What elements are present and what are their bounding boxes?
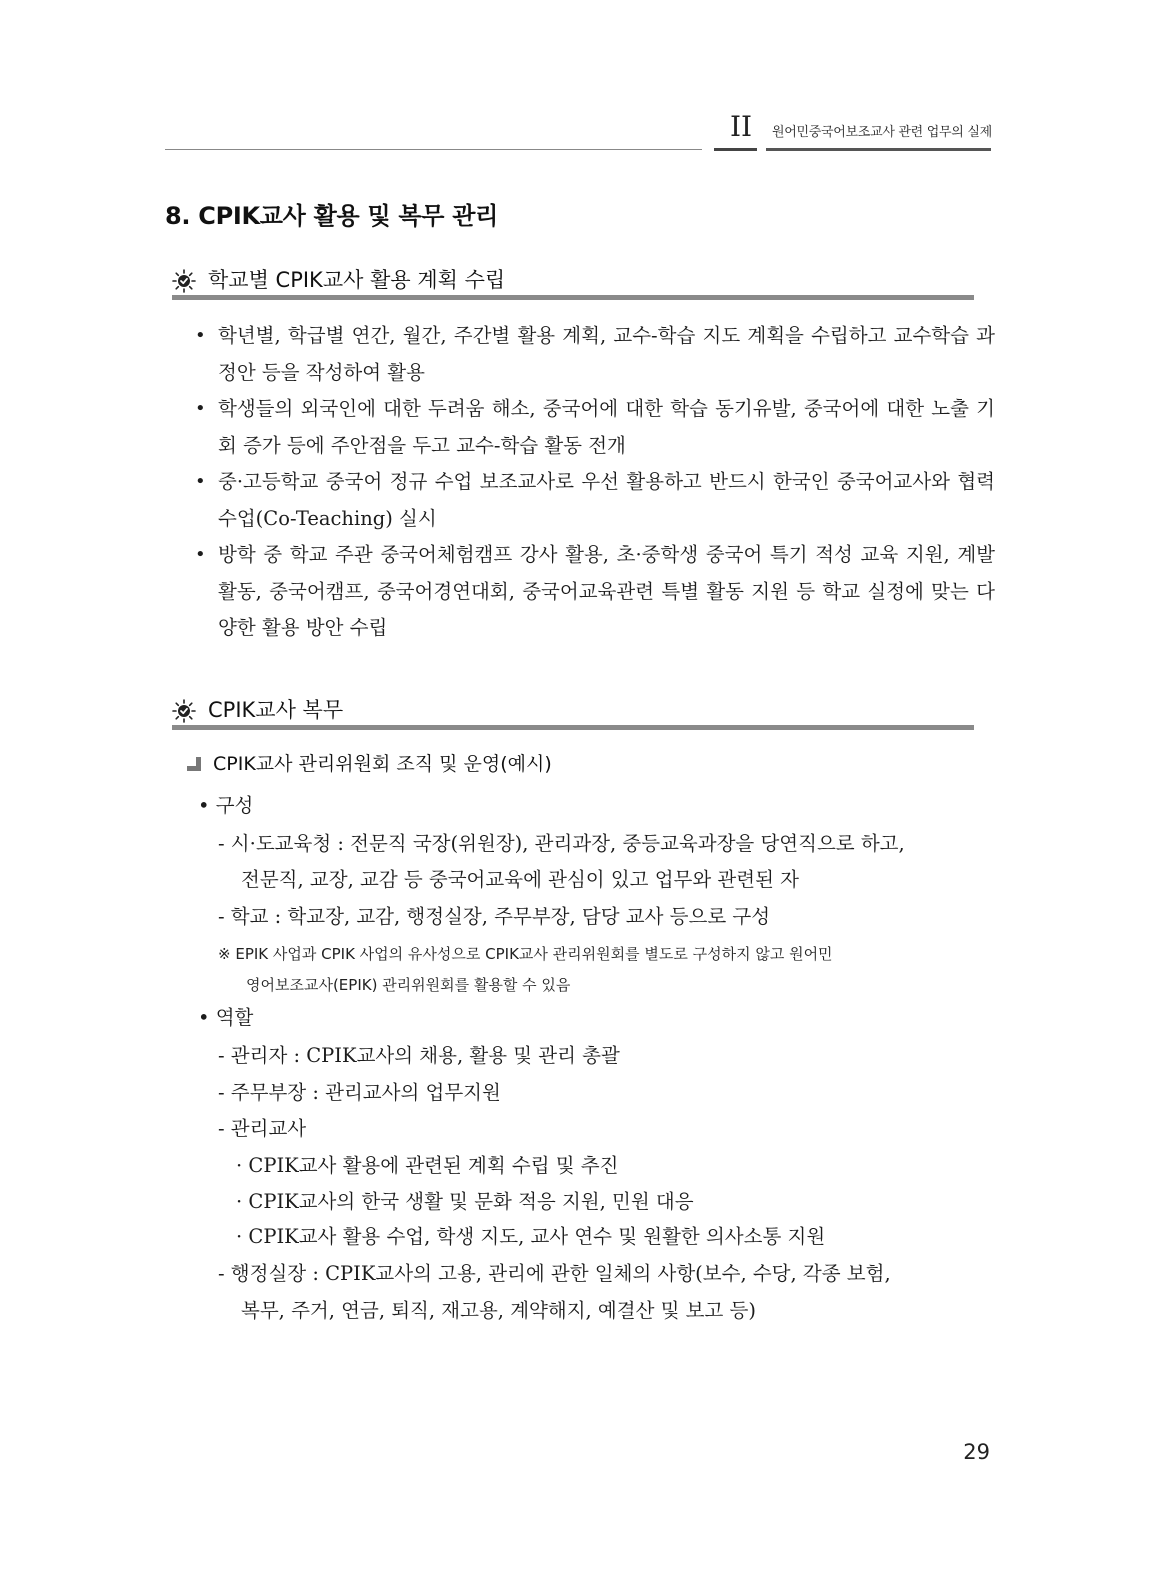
header-rule-mid bbox=[714, 148, 757, 151]
plan-bullet-list bbox=[195, 318, 995, 647]
composition-item-office: - 시·도교육청 : 전문직 국장(위원장), 관리과장, 중등교육과장을 당연직으로 하고, bbox=[218, 832, 905, 855]
header-rule-right bbox=[766, 148, 991, 151]
subheading-duty-text: CPIK교사 복무 bbox=[208, 698, 344, 722]
role-teacher-task: · CPIK교사 활용에 관련된 계획 수립 및 추진 bbox=[236, 1154, 619, 1177]
role-admin: - 행정실장 : CPIK교사의 고용, 관리에 관한 일체의 사항(보수, 수당, 각종 보험, bbox=[218, 1262, 891, 1285]
roles-label: • 역할 bbox=[198, 1006, 254, 1029]
subheading-duty bbox=[172, 694, 974, 734]
subheading-rule bbox=[172, 725, 974, 730]
composition-note: ※ EPIK 사업과 CPIK 사업의 유사성으로 CPIK교사 관리위원회를 별도로 구성하지 않고 원어민 bbox=[218, 945, 833, 963]
subheading-plan bbox=[172, 264, 974, 304]
committee-heading: CPIK교사 관리위원회 조직 및 운영(예시) bbox=[187, 749, 552, 776]
sun-check-icon bbox=[172, 699, 196, 723]
subheading-plan-text: 학교별 CPIK교사 활용 계획 수립 bbox=[208, 268, 506, 292]
header-rule-left bbox=[165, 149, 702, 150]
running-header bbox=[165, 108, 991, 154]
chapter-number: II bbox=[729, 110, 753, 143]
list-item: • 학생들의 외국인에 대한 두려움 해소, 중국어에 대한 학습 동기유발, 중국어에 대한 노출 기회 증가 등에 주안점을 두고 교수-학습 활동 전개 bbox=[195, 397, 995, 457]
chapter-title: 원어민중국어보조교사 관련 업무의 실제 bbox=[772, 125, 992, 140]
role-teacher: - 관리교사 bbox=[218, 1117, 307, 1140]
role-teacher-task: · CPIK교사의 한국 생활 및 문화 적응 지원, 민원 대응 bbox=[236, 1190, 694, 1213]
square-bullet-icon bbox=[187, 757, 201, 771]
composition-item-office-cont: 전문직, 교장, 교감 등 중국어교육에 관심이 있고 업무와 관련된 자 bbox=[241, 868, 799, 891]
composition-note-cont: 영어보조교사(EPIK) 관리위원회를 활용할 수 있음 bbox=[246, 976, 571, 994]
subheading-rule bbox=[172, 295, 974, 300]
page-number: 29 bbox=[963, 1440, 990, 1464]
composition-label: • 구성 bbox=[198, 794, 254, 817]
section-title: 8. CPIK교사 활용 및 복무 관리 bbox=[165, 202, 498, 230]
composition-item-school: - 학교 : 학교장, 교감, 행정실장, 주무부장, 담당 교사 등으로 구성 bbox=[218, 905, 771, 928]
role-manager: - 관리자 : CPIK교사의 채용, 활용 및 관리 총괄 bbox=[218, 1044, 620, 1067]
role-head: - 주무부장 : 관리교사의 업무지원 bbox=[218, 1081, 501, 1104]
list-item: • 방학 중 학교 주관 중국어체험캠프 강사 활용, 초·중학생 중국어 특기 적성 교육 지원, 계발활동, 중국어캠프, 중국어경연대회, 중국어교육관련 특별 활동 지원 등 학교 실정에 맞는 다양한 활용 방안 수립 bbox=[195, 543, 995, 639]
role-admin-cont: 복무, 주거, 연금, 퇴직, 재고용, 계약해지, 예결산 및 보고 등) bbox=[241, 1299, 756, 1322]
sun-check-icon bbox=[172, 269, 196, 293]
list-item: • 중·고등학교 중국어 정규 수업 보조교사로 우선 활용하고 반드시 한국인 중국어교사와 협력수업(Co-Teaching) 실시 bbox=[195, 470, 995, 530]
role-teacher-task: · CPIK교사 활용 수업, 학생 지도, 교사 연수 및 원활한 의사소통 지원 bbox=[236, 1225, 826, 1248]
list-item: • 학년별, 학급별 연간, 월간, 주간별 활용 계획, 교수-학습 지도 계획을 수립하고 교수학습 과정안 등을 작성하여 활용 bbox=[195, 324, 995, 384]
